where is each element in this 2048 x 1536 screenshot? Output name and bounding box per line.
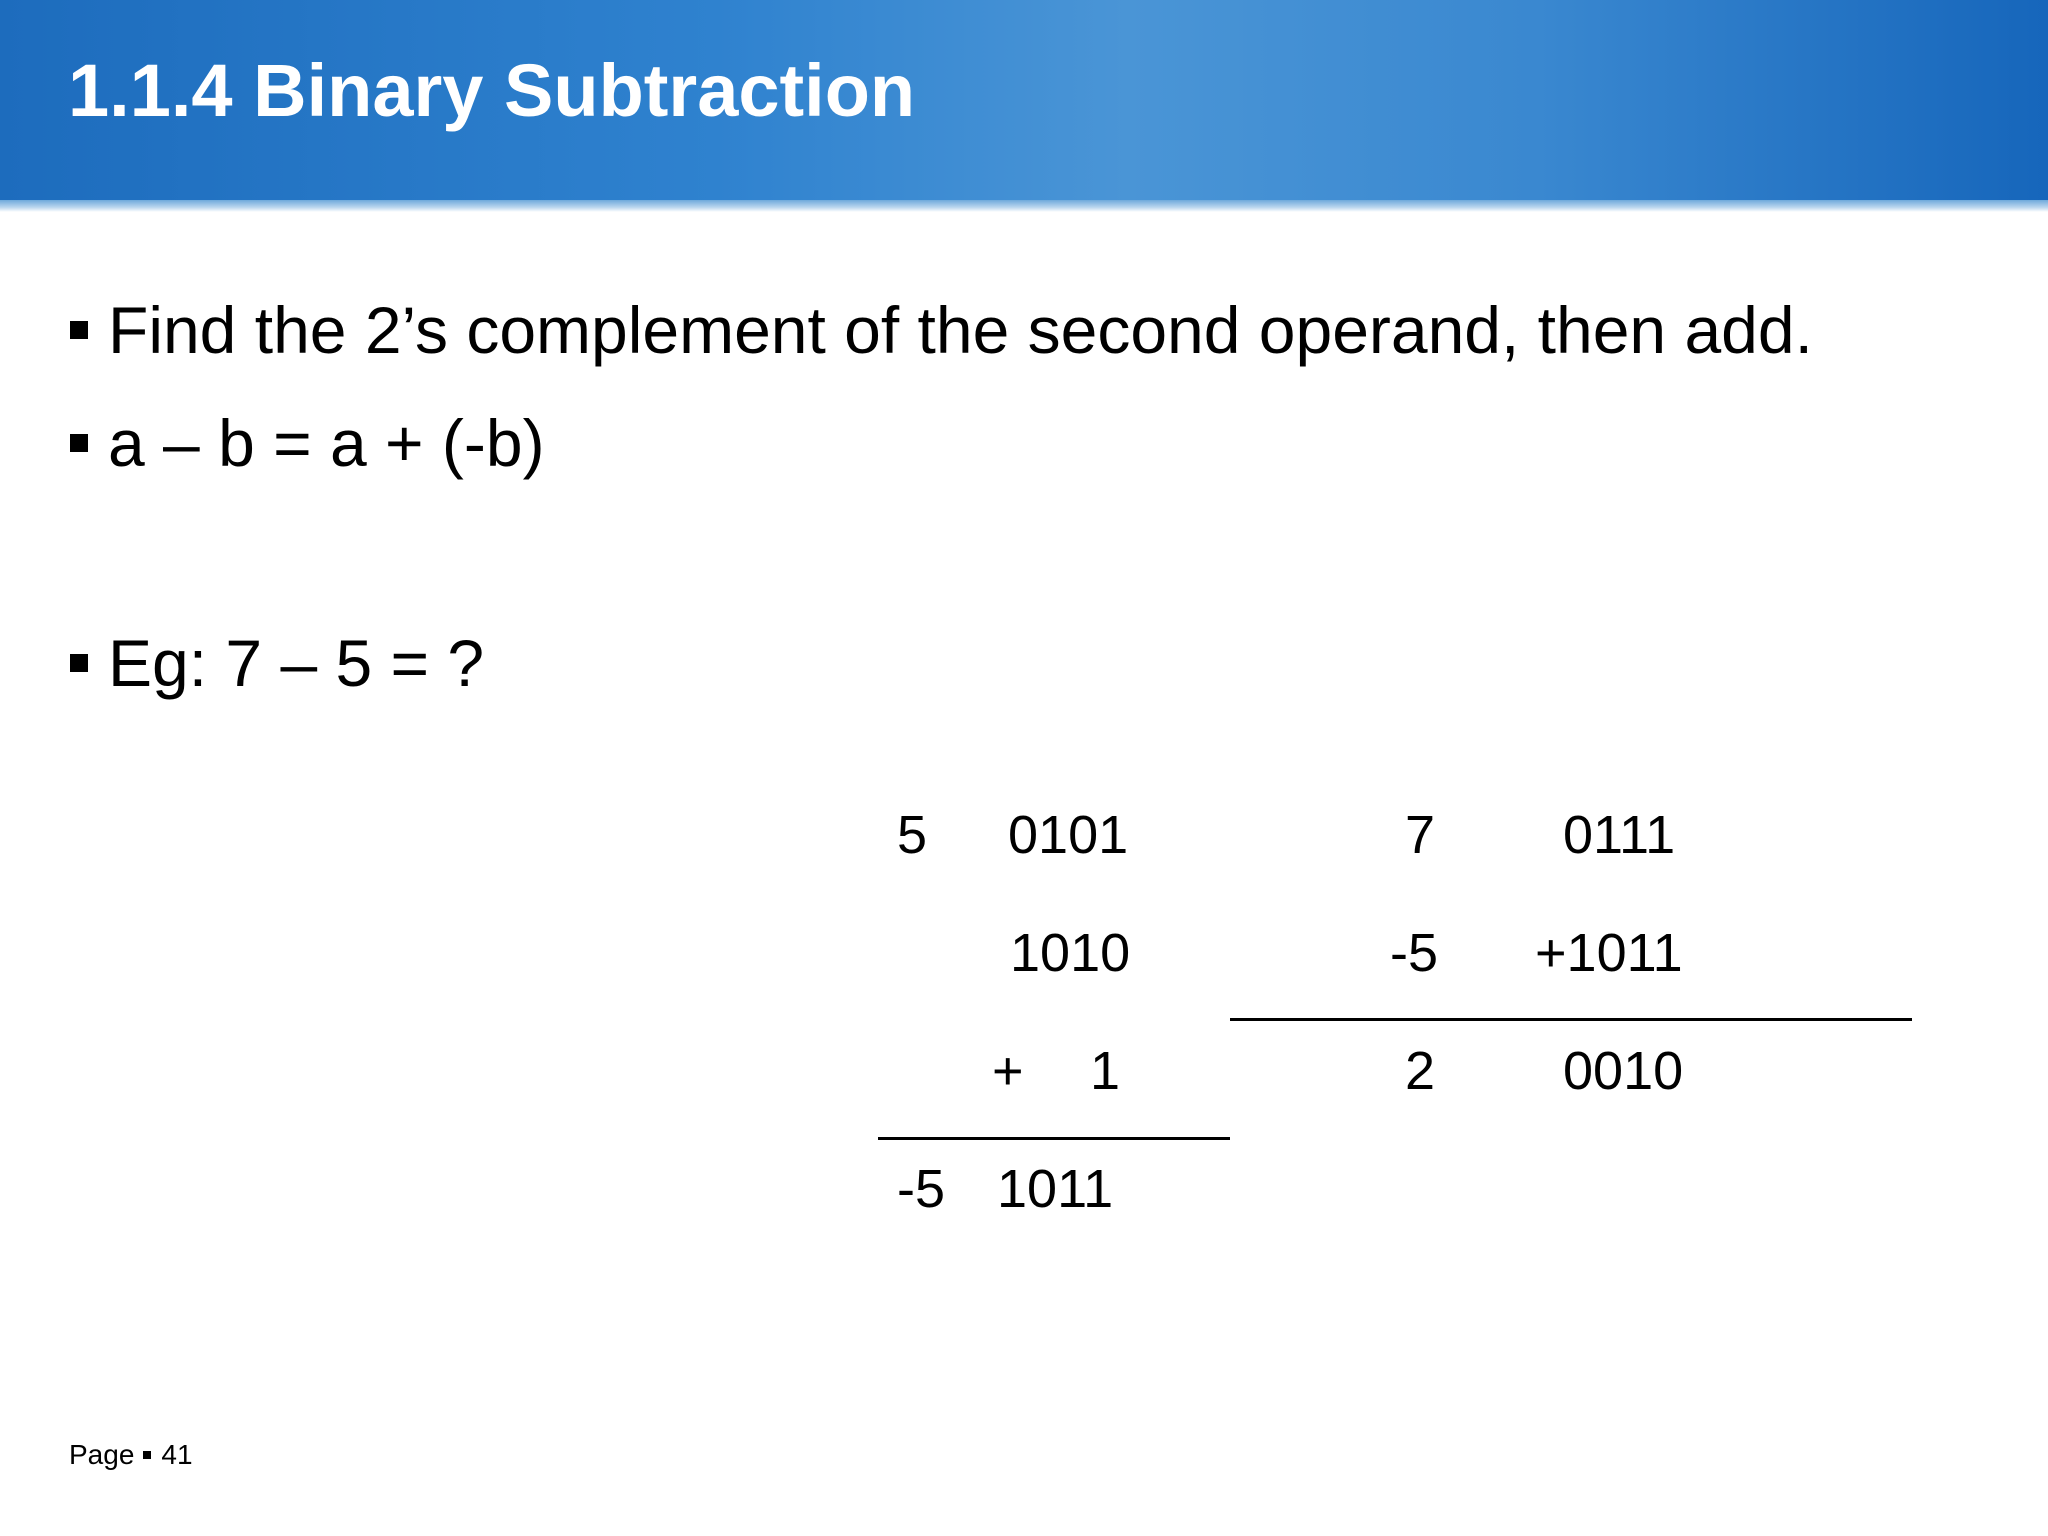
bullet-square-icon [70, 654, 88, 672]
bullet-square-icon [70, 321, 88, 339]
decimal-value: -5 [1390, 923, 1439, 983]
binary-value: 1011 [997, 1159, 1114, 1219]
bullet-item [70, 626, 485, 700]
sum-rule [1230, 1018, 1912, 1021]
bullet-text: Find the 2’s complement of the second operand, then add. [108, 293, 1813, 367]
binary-value: 1010 [1010, 923, 1131, 983]
bullet-item [70, 406, 545, 480]
sum-rule [878, 1137, 1230, 1140]
binary-value: 0101 [1008, 805, 1129, 865]
plus-operator: + [992, 1041, 1024, 1101]
bullet-item [70, 293, 1813, 367]
slide-title: 1.1.4 Binary Subtraction [68, 49, 916, 132]
binary-value: 0010 [1563, 1041, 1684, 1101]
page-label: Page [69, 1439, 135, 1470]
separator-square-icon [143, 1451, 151, 1459]
page-number: 41 [161, 1439, 193, 1470]
bullet-text: a – b = a + (-b) [108, 406, 545, 480]
binary-value: 0111 [1563, 805, 1676, 865]
decimal-value: 2 [1405, 1041, 1436, 1101]
binary-value: 1 [1090, 1041, 1121, 1101]
slide-header [0, 0, 2048, 202]
binary-value: +1011 [1535, 923, 1683, 983]
page-footer [69, 1441, 193, 1469]
bullet-text: Eg: 7 – 5 = ? [108, 626, 485, 700]
decimal-value: 7 [1405, 805, 1436, 865]
decimal-value: 5 [897, 805, 928, 865]
bullet-square-icon [70, 434, 88, 452]
decimal-value: -5 [897, 1159, 946, 1219]
